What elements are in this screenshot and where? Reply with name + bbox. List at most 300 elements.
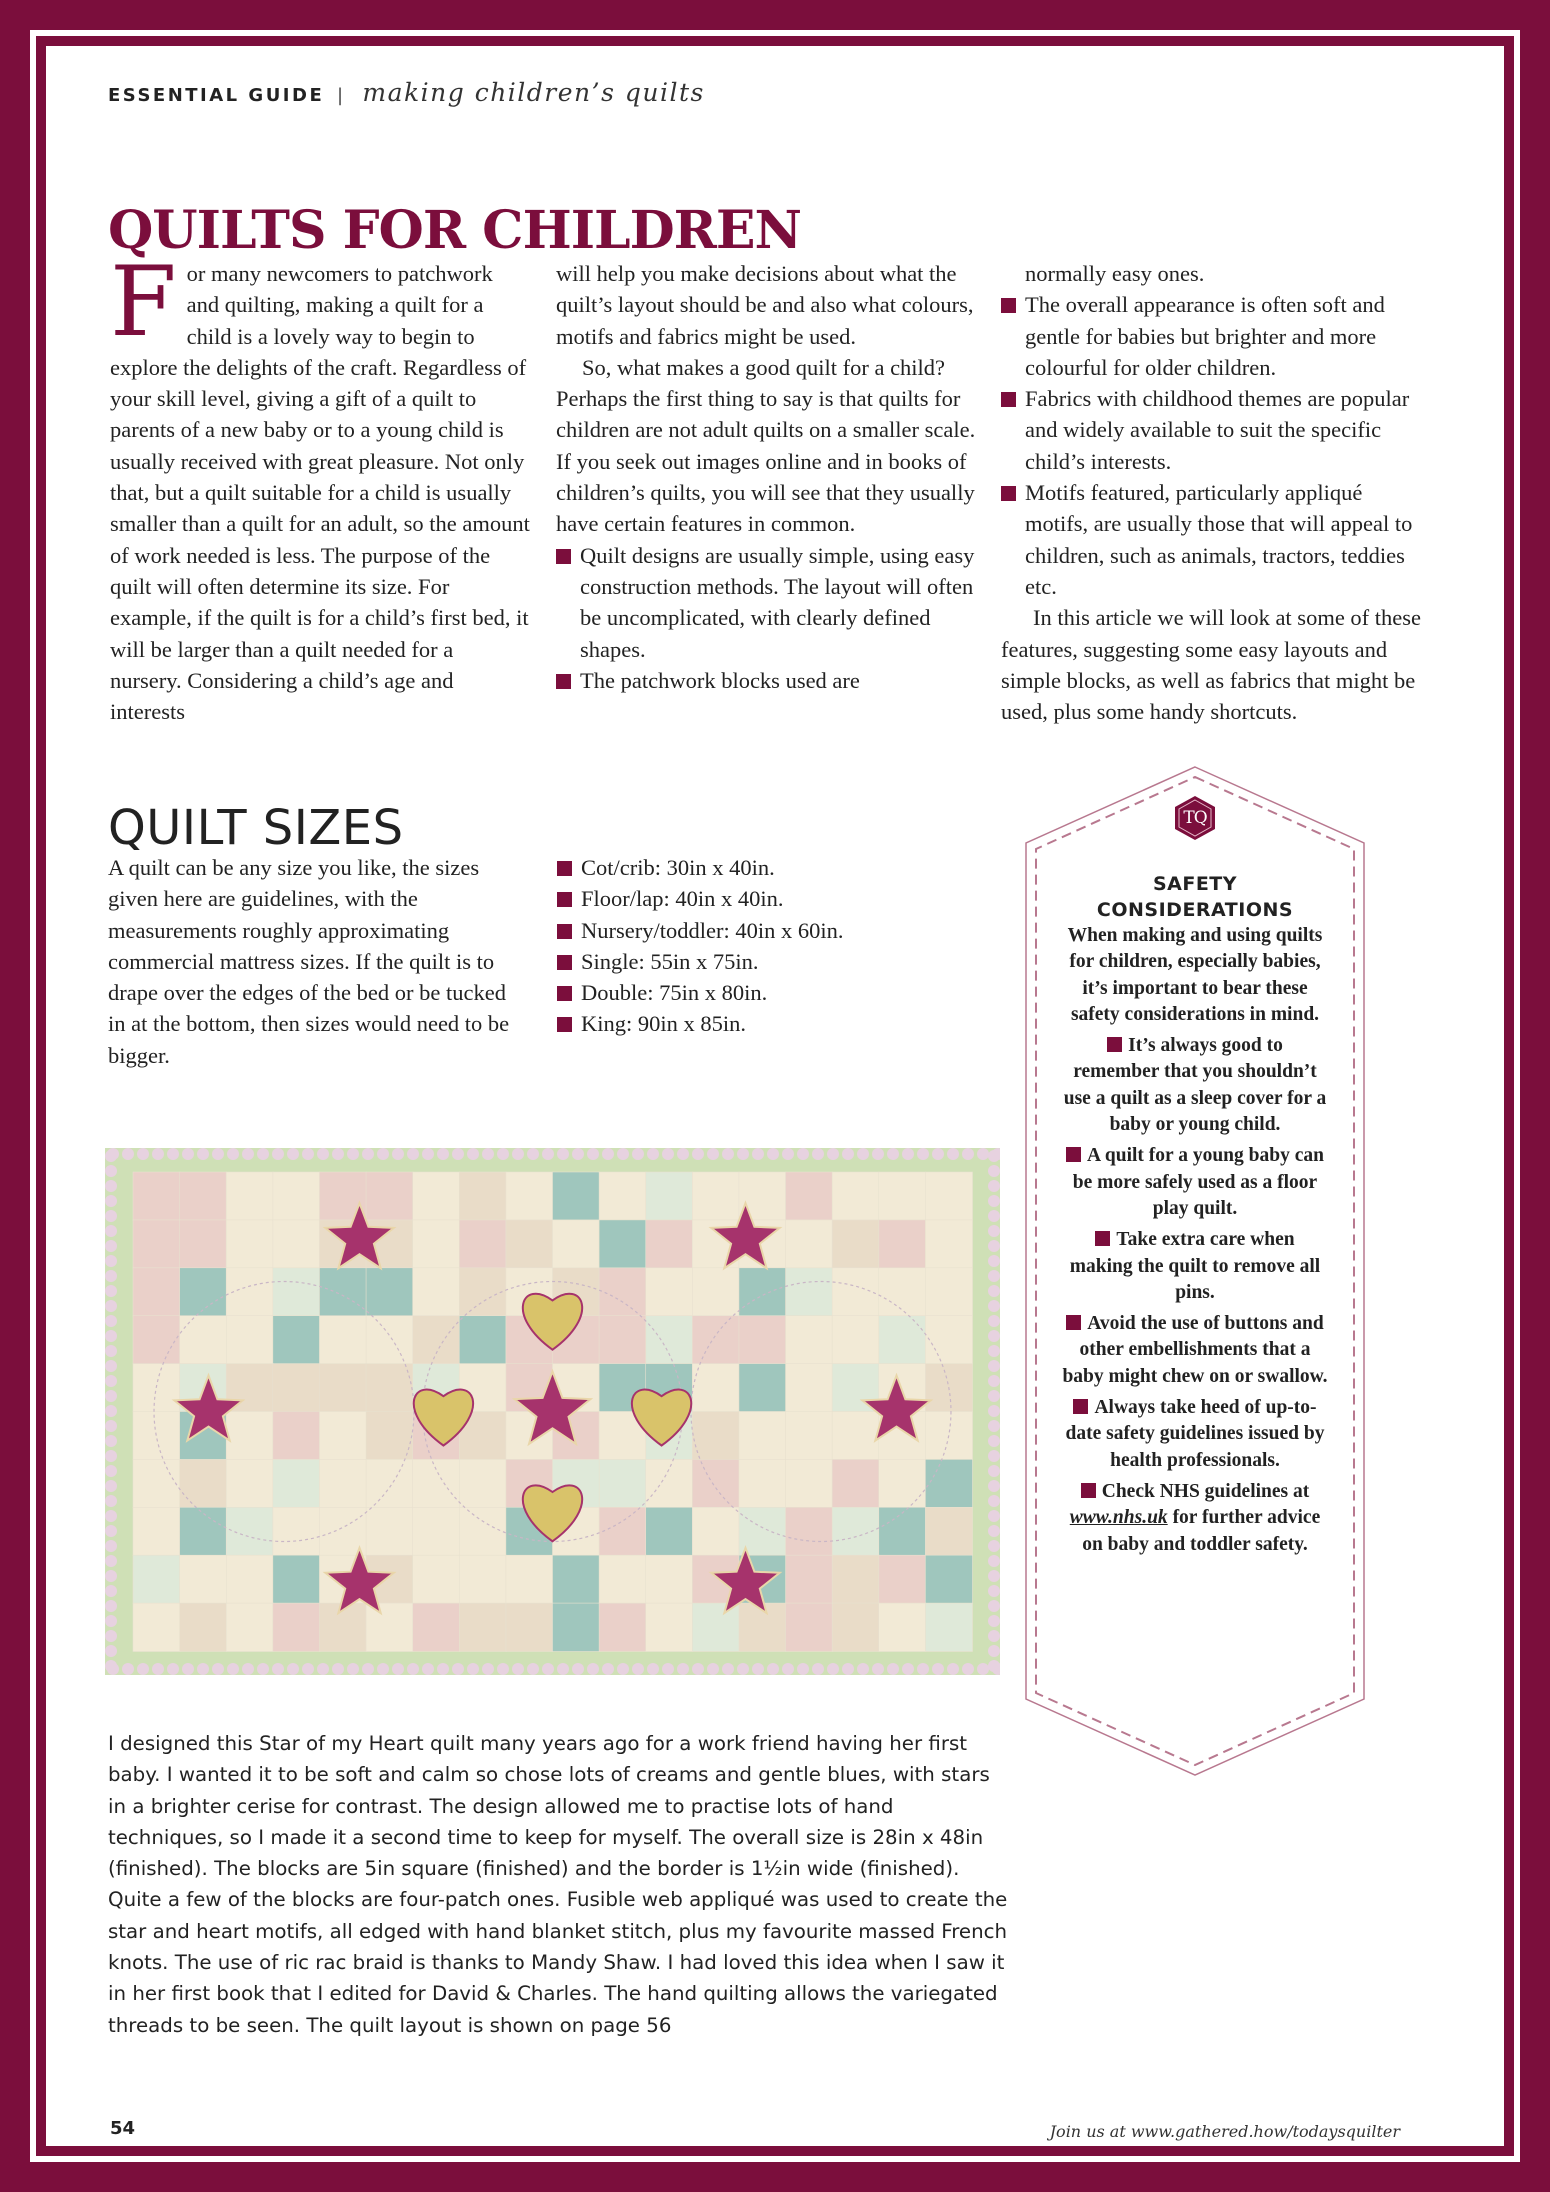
ric-rac [227, 1663, 239, 1675]
ric-rac [988, 1330, 1000, 1342]
quilt-patch [646, 1555, 693, 1603]
ric-rac [677, 1663, 689, 1675]
ric-rac [377, 1663, 389, 1675]
ric-rac [692, 1148, 704, 1160]
tq-logo-text: TQ [1183, 808, 1207, 828]
safety-body [1062, 923, 1328, 1563]
ric-rac [302, 1148, 314, 1160]
ric-rac [988, 1180, 1000, 1192]
quilt-patch [646, 1459, 693, 1507]
ric-rac [467, 1663, 479, 1675]
quilt-patch [599, 1555, 646, 1603]
quilt-patch [226, 1316, 273, 1364]
quilt-patch [133, 1603, 180, 1651]
quilt-patch [739, 1459, 786, 1507]
ric-rac [647, 1148, 659, 1160]
ric-rac [752, 1148, 764, 1160]
ric-rac [977, 1148, 989, 1160]
quilt-patch [180, 1603, 227, 1651]
ric-rac [872, 1148, 884, 1160]
ric-rac [988, 1660, 1000, 1672]
quilt-patch [180, 1459, 227, 1507]
running-head-separator: | [337, 85, 346, 106]
quilt-patch [366, 1459, 413, 1507]
quilt-sizes-heading: QUILT SIZES [108, 800, 404, 856]
ric-rac [105, 1300, 117, 1312]
quilt-patch [786, 1412, 833, 1460]
ric-rac [317, 1148, 329, 1160]
safety-item [1062, 1143, 1328, 1222]
ric-rac [105, 1495, 117, 1507]
ric-rac [332, 1148, 344, 1160]
ric-rac [988, 1450, 1000, 1462]
safety-item-text: Take extra care when making the quilt to remove all pins. [1069, 1229, 1321, 1303]
quilt-sizes-intro [108, 852, 528, 1071]
ric-rac [542, 1663, 554, 1675]
quilt-patch [646, 1220, 693, 1268]
quilt-patch [599, 1220, 646, 1268]
quilt-patch [879, 1172, 926, 1220]
quilt-patch [599, 1603, 646, 1651]
quilt-patch [366, 1507, 413, 1555]
ric-rac [105, 1390, 117, 1402]
ric-rac [302, 1663, 314, 1675]
quilt-patch [366, 1364, 413, 1412]
quilt-patch [553, 1555, 600, 1603]
quilt-patch [413, 1220, 460, 1268]
quilt-patch [319, 1268, 366, 1316]
ric-rac [422, 1663, 434, 1675]
ric-rac [988, 1420, 1000, 1432]
ric-rac [105, 1570, 117, 1582]
quilt-patch [273, 1555, 320, 1603]
quilt-patch [366, 1316, 413, 1364]
ric-rac [632, 1663, 644, 1675]
bullet-square-icon [1066, 1315, 1081, 1330]
intro-paragraph [110, 246, 530, 727]
quilt-patch [133, 1412, 180, 1460]
ric-rac [137, 1148, 149, 1160]
bullet-square-icon [1073, 1399, 1088, 1414]
bullet-square-icon [1107, 1037, 1122, 1052]
quilt-patch [692, 1412, 739, 1460]
ric-rac [272, 1663, 284, 1675]
quilt-patch [226, 1459, 273, 1507]
ric-rac [482, 1148, 494, 1160]
ric-rac [647, 1663, 659, 1675]
safety-item-text: Check NHS guidelines at [1101, 1480, 1310, 1502]
quilt-sizes-intro-text: A quilt can be any size you like, the sizes given here are guidelines, with the measurements roughly approximating commercial mattress sizes. If the quilt is to drape over the edges of the bed or be tucked in at the bottom, then sizes would need to be bigger. [108, 855, 510, 1068]
ric-rac [977, 1663, 989, 1675]
ric-rac [988, 1435, 1000, 1447]
ric-rac [512, 1663, 524, 1675]
bullet-square-icon [1066, 1147, 1081, 1162]
quilt-patch [133, 1316, 180, 1364]
quilt-patch [273, 1412, 320, 1460]
ric-rac [572, 1148, 584, 1160]
quilt-patch [180, 1507, 227, 1555]
ric-rac [988, 1375, 1000, 1387]
size-item: Double: 75in x 80in. [557, 977, 843, 1008]
quilt-patch [646, 1603, 693, 1651]
quilt-patch [879, 1507, 926, 1555]
ric-rac [782, 1663, 794, 1675]
ric-rac [677, 1148, 689, 1160]
quilt-patch [506, 1220, 553, 1268]
quilt-sizes-list [557, 852, 843, 1040]
ric-rac [182, 1148, 194, 1160]
ric-rac [197, 1663, 209, 1675]
ric-rac [722, 1148, 734, 1160]
bullet-square-icon [1095, 1231, 1110, 1246]
ric-rac [827, 1148, 839, 1160]
ric-rac [182, 1663, 194, 1675]
ric-rac [362, 1663, 374, 1675]
ric-rac [707, 1663, 719, 1675]
ric-rac [988, 1405, 1000, 1417]
ric-rac [105, 1375, 117, 1387]
ric-rac [105, 1525, 117, 1537]
ric-rac [257, 1663, 269, 1675]
quilt-patch [879, 1316, 926, 1364]
size-item: Floor/lap: 40in x 40in. [557, 883, 843, 914]
quilt-patch [879, 1220, 926, 1268]
quilt-patch [506, 1603, 553, 1651]
safety-item [1062, 1033, 1328, 1138]
quilt-patch [319, 1364, 366, 1412]
ric-rac [988, 1585, 1000, 1597]
quilt-patch [786, 1364, 833, 1412]
ric-rac [572, 1663, 584, 1675]
ric-rac [105, 1540, 117, 1552]
ric-rac [988, 1285, 1000, 1297]
ric-rac [105, 1165, 117, 1177]
ric-rac [617, 1663, 629, 1675]
quilt-patch [553, 1603, 600, 1651]
quilt-patch [366, 1172, 413, 1220]
bullet-item: Motifs featured, particularly appliqué motifs, are usually those that will appeal to children, such as animals, tractors, teddies etc. [1001, 477, 1426, 602]
ric-rac [962, 1148, 974, 1160]
ric-rac [105, 1420, 117, 1432]
quilt-patch [599, 1507, 646, 1555]
ric-rac [962, 1663, 974, 1675]
quilt-patch [180, 1268, 227, 1316]
ric-rac [105, 1480, 117, 1492]
ric-rac [105, 1150, 117, 1162]
footer-tagline: Join us at www.gathered.how/todaysquilter [1049, 2122, 1400, 2141]
quilt-patch [692, 1459, 739, 1507]
quilt-patch [739, 1316, 786, 1364]
ric-rac [902, 1663, 914, 1675]
quilt-patch [646, 1172, 693, 1220]
ric-rac [617, 1148, 629, 1160]
ric-rac [287, 1148, 299, 1160]
drop-cap: F [110, 246, 177, 358]
ric-rac [842, 1148, 854, 1160]
ric-rac [105, 1600, 117, 1612]
quilt-patch [226, 1555, 273, 1603]
bullet-item: The patchwork blocks used are [556, 665, 981, 696]
nhs-link[interactable]: www.nhs.uk [1069, 1507, 1168, 1529]
ric-rac [988, 1255, 1000, 1267]
ric-rac [947, 1148, 959, 1160]
quilt-patch [133, 1555, 180, 1603]
ric-rac [122, 1148, 134, 1160]
quilt-patch [133, 1268, 180, 1316]
quilt-patch [273, 1316, 320, 1364]
ric-rac [988, 1270, 1000, 1282]
quilt-patch [646, 1316, 693, 1364]
quilt-patch [599, 1268, 646, 1316]
quilt-patch [226, 1412, 273, 1460]
quilt-patch [180, 1172, 227, 1220]
ric-rac [782, 1148, 794, 1160]
ric-rac [988, 1300, 1000, 1312]
quilt-patch [459, 1172, 506, 1220]
quilt-patch [506, 1172, 553, 1220]
section-subtitle: making children’s quilts [362, 78, 705, 107]
quilt-patch [413, 1172, 460, 1220]
ric-rac [988, 1150, 1000, 1162]
ric-rac [105, 1585, 117, 1597]
safety-item [1062, 1227, 1328, 1306]
ric-rac [692, 1663, 704, 1675]
quilt-patch [273, 1459, 320, 1507]
ric-rac [105, 1645, 117, 1657]
quilt-patch [925, 1220, 972, 1268]
bullet-item: Quilt designs are usually simple, using easy construction methods. The layout will often be uncomplicated, with clearly defined shapes. [556, 540, 981, 665]
ric-rac [767, 1148, 779, 1160]
safety-item [1062, 1311, 1328, 1390]
safety-item-text: It’s always good to remember that you shouldn’t use a quilt as a sleep cover for a baby or young child. [1063, 1035, 1327, 1136]
ric-rac [602, 1148, 614, 1160]
quilt-patch [832, 1555, 879, 1603]
quilt-patch [692, 1316, 739, 1364]
quilt-patch [459, 1316, 506, 1364]
ric-rac [137, 1663, 149, 1675]
ric-rac [988, 1195, 1000, 1207]
quilt-patch [879, 1555, 926, 1603]
quilt-patch [413, 1316, 460, 1364]
ric-rac [242, 1148, 254, 1160]
col2-paragraph-2: So, what makes a good quilt for a child? Perhaps the first thing to say is that quilts for children are not adult quilts on a smaller scale. If you seek out images online and in books of children’s quilts, you will see that they usually have certain features in common. [556, 354, 976, 537]
page-number: 54 [110, 2118, 136, 2139]
ric-rac [392, 1663, 404, 1675]
safety-item-text: for further advice on baby and toddler safety. [1082, 1507, 1321, 1555]
ric-rac [105, 1225, 117, 1237]
quilt-patch [599, 1172, 646, 1220]
ric-rac [932, 1663, 944, 1675]
ric-rac [988, 1210, 1000, 1222]
quilt-patch [739, 1364, 786, 1412]
quilt-patch [739, 1268, 786, 1316]
quilt-patch [832, 1172, 879, 1220]
safety-item-text: A quilt for a young baby can be more safely used as a floor play quilt. [1072, 1145, 1324, 1219]
quilt-patch [925, 1507, 972, 1555]
ric-rac [105, 1465, 117, 1477]
quilt-patch [459, 1603, 506, 1651]
ric-rac [857, 1148, 869, 1160]
ric-rac [932, 1148, 944, 1160]
quilt-patch [133, 1507, 180, 1555]
ric-rac [105, 1285, 117, 1297]
quilt-patch [273, 1172, 320, 1220]
ric-rac [407, 1663, 419, 1675]
quilt-patch [599, 1316, 646, 1364]
ric-rac [988, 1165, 1000, 1177]
quilt-patch [366, 1603, 413, 1651]
ric-rac [557, 1148, 569, 1160]
ric-rac [827, 1663, 839, 1675]
ric-rac [105, 1210, 117, 1222]
quilt-patch [786, 1555, 833, 1603]
quilt-patch [786, 1172, 833, 1220]
ric-rac [947, 1663, 959, 1675]
quilt-patch [879, 1459, 926, 1507]
tq-logo [1172, 795, 1218, 841]
ric-rac [347, 1663, 359, 1675]
quilt-patch [832, 1220, 879, 1268]
ric-rac [332, 1663, 344, 1675]
ric-rac [105, 1345, 117, 1357]
ric-rac [527, 1148, 539, 1160]
ric-rac [527, 1663, 539, 1675]
intro-text: or many newcomers to patchwork and quilting, making a quilt for a child is a lovely way to begin to explore the delights of the craft. Regardless of your skill level, giving a gift of a quilt to parents of a new baby or to a young child is usually received with great pleasure. Not only that, but a quilt suitable for a child is usually smaller than a quilt for an adult, so the amount of work needed is less. The purpose of the quilt will often determine its size. For example, if the quilt is for a child’s first bed, it will be larger than a quilt needed for a nursery. Considering a child’s age and interests [110, 261, 530, 725]
ric-rac [512, 1148, 524, 1160]
ric-rac [167, 1663, 179, 1675]
ric-rac [988, 1480, 1000, 1492]
quilt-patch [413, 1268, 460, 1316]
ric-rac [587, 1148, 599, 1160]
running-head [108, 78, 705, 107]
ric-rac [105, 1510, 117, 1522]
quilt-patch [925, 1316, 972, 1364]
size-item: King: 90in x 85in. [557, 1008, 843, 1039]
safety-title: SAFETY CONSIDERATIONS [1096, 873, 1294, 921]
quilt-patch [273, 1507, 320, 1555]
ric-rac [212, 1663, 224, 1675]
ric-rac [917, 1663, 929, 1675]
ric-rac [988, 1315, 1000, 1327]
quilt-patch [459, 1555, 506, 1603]
quilt-patch [786, 1316, 833, 1364]
quilt-patch [413, 1603, 460, 1651]
ric-rac [988, 1465, 1000, 1477]
ric-rac [722, 1663, 734, 1675]
col2-paragraph-1: will help you make decisions about what the quilt’s layout should be and also what colours, motifs and fabrics might be used. [556, 261, 974, 349]
ric-rac [167, 1148, 179, 1160]
ric-rac [392, 1148, 404, 1160]
ric-rac [988, 1540, 1000, 1552]
ric-rac [812, 1663, 824, 1675]
ric-rac [212, 1148, 224, 1160]
ric-rac [407, 1148, 419, 1160]
ric-rac [917, 1148, 929, 1160]
quilt-patch [925, 1603, 972, 1651]
quilt-patch [786, 1459, 833, 1507]
quilt-patch [180, 1316, 227, 1364]
safety-item [1062, 1395, 1328, 1474]
ric-rac [988, 1510, 1000, 1522]
article-column-1 [110, 246, 530, 727]
ric-rac [467, 1148, 479, 1160]
quilt-patch [553, 1220, 600, 1268]
quilt-patch [925, 1555, 972, 1603]
ric-rac [557, 1663, 569, 1675]
ric-rac [988, 1645, 1000, 1657]
ric-rac [988, 1360, 1000, 1372]
ric-rac [988, 1600, 1000, 1612]
ric-rac [737, 1148, 749, 1160]
ric-rac [105, 1615, 117, 1627]
ric-rac [797, 1148, 809, 1160]
quilt-patch [273, 1364, 320, 1412]
ric-rac [988, 1570, 1000, 1582]
quilt-patch [459, 1220, 506, 1268]
quilt-patch [599, 1459, 646, 1507]
quilt-patch [786, 1603, 833, 1651]
quilt-patch [692, 1172, 739, 1220]
quilt-patch [646, 1507, 693, 1555]
ric-rac [482, 1663, 494, 1675]
quilt-patch [226, 1172, 273, 1220]
quilt-patch [226, 1220, 273, 1268]
ric-rac [105, 1555, 117, 1567]
ric-rac [287, 1663, 299, 1675]
quilt-photo [105, 1148, 1000, 1675]
quilt-patch [506, 1555, 553, 1603]
quilt-patch [879, 1268, 926, 1316]
ric-rac [227, 1148, 239, 1160]
quilt-patch [692, 1603, 739, 1651]
quilt-patch [646, 1268, 693, 1316]
ric-rac [988, 1345, 1000, 1357]
quilt-patch [133, 1459, 180, 1507]
ric-rac [452, 1663, 464, 1675]
ric-rac [988, 1630, 1000, 1642]
col3-continuation: normally easy ones. [1025, 261, 1205, 286]
bullet-item: The overall appearance is often soft and gentle for babies but brighter and more colourful for older children. [1001, 289, 1426, 383]
quilt-patch [133, 1172, 180, 1220]
quilt-patch [786, 1220, 833, 1268]
ric-rac [797, 1663, 809, 1675]
article-column-2 [556, 258, 981, 696]
ric-rac [497, 1663, 509, 1675]
quilt-patch [832, 1459, 879, 1507]
quilt-patch [925, 1268, 972, 1316]
ric-rac [197, 1148, 209, 1160]
safety-intro: When making and using quilts for children, especially babies, it’s important to bear these safety considerations in mind. [1067, 925, 1323, 1025]
ric-rac [105, 1405, 117, 1417]
article-title: QUILTS FOR CHILDREN [108, 200, 802, 261]
ric-rac [988, 1225, 1000, 1237]
ric-rac [812, 1148, 824, 1160]
ric-rac [257, 1148, 269, 1160]
safety-item-text: Avoid the use of buttons and other embellishments that a baby might chew on or swallow. [1062, 1313, 1328, 1387]
col3-paragraph: In this article we will look at some of these features, suggesting some easy layouts and simple blocks, as well as fabrics that might be used, plus some handy shortcuts. [1001, 605, 1422, 725]
safety-sidebar [1024, 765, 1366, 1777]
quilt-patch [553, 1172, 600, 1220]
ric-rac [857, 1663, 869, 1675]
ric-rac [632, 1148, 644, 1160]
ric-rac [317, 1663, 329, 1675]
ric-rac [842, 1663, 854, 1675]
ric-rac [105, 1315, 117, 1327]
ric-rac [602, 1663, 614, 1675]
quilt-patch [459, 1507, 506, 1555]
bullet-item: Fabrics with childhood themes are popular and widely available to suit the specific child’s interests. [1001, 383, 1426, 477]
ric-rac [105, 1180, 117, 1192]
